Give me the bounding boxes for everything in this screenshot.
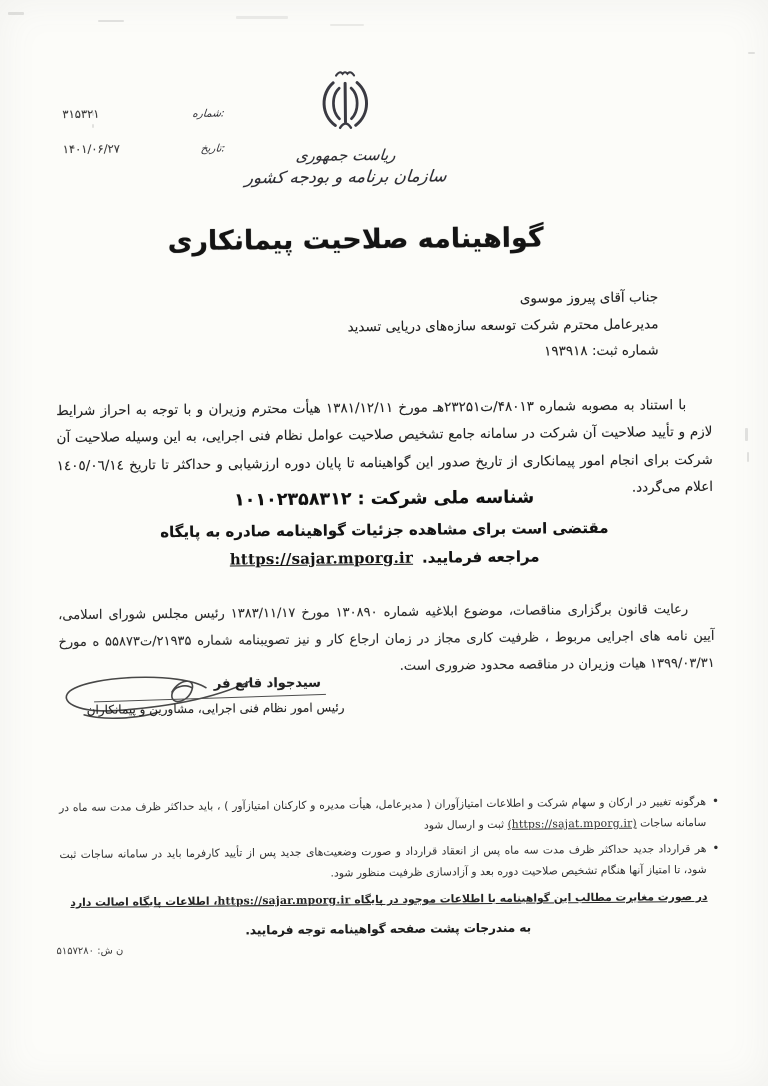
addressee-block — [298, 284, 659, 367]
certificate-body-paragraph: با استناد به مصوبه شماره ۴۸۰۱۳/ت۲۳۲۵۱هـ مورخ ۱۳۸۱/۱۲/۱۱ هیأت محترم وزیران و با توجه به احراز شرایط لازم و تأیید صلاحیت آن شرکت در سامانه جامع تشخیص صلاحیت عوامل نظام فنی اجرایی، به این وسیله صلاحیت آن شرکت برای انجام امور پیمانکاری از تاریخ صدور این گواهینامه تا پایان دوره ارزشیابی و حداکثر تا تاریخ ١٤٠٥/٠٦/١٤ اعلام می‌گردد. — [56, 396, 714, 496]
mismatch-text-post: ، اطلاعات پایگاه اصالت دارد — [70, 894, 218, 910]
company-registration-number: شماره ثبت: ۱۹۳۹۱۸ — [544, 342, 659, 360]
addressee-name: جناب آقای پیروز موسوی — [519, 289, 659, 307]
reference-date-value: ۱۴۰۱/۰۶/۲۷ — [62, 141, 120, 157]
mismatch-text-pre: در صورت مغایرت مطالب این گواهینامه با اطلاعات موجود در پایگاه — [350, 889, 708, 907]
reference-number-label: شماره: — [191, 107, 225, 120]
document-title: گواهینامه صلاحیت پیمانکاری — [167, 222, 544, 258]
legal-requirements-paragraph: رعایت قانون برگزاری مناقصات، موضوع ابلاغیه شماره ۱۳۰۸۹۰ مورخ ۱۳۸۳/۱۱/۱۷ رئیس مجلس شورای اسلامی، آیین نامه های اجرایی مربوط ، ظرفیت کاری مجاز در زمان ارجاع کار و نیز تصویبنامه شماره ۲۱۹۳۵/ت۵۵۸۷۳ ه مورخ ۱۳۹۹/۰۳/۳۱ هیات وزیران در مناقصه محدود ضروری است. — [58, 602, 715, 674]
print-control-code: ن ش: ۵۱۵۷۲۸۰ — [56, 945, 124, 958]
footnote-ownership-changes — [59, 791, 719, 839]
footnote1-text-post: ثبت و ارسال شود — [423, 817, 508, 832]
reference-number-row — [62, 106, 224, 122]
footnote2-text: هر قرارداد جدید حداکثر ظرف مدت سه ماه پس از انعقاد قرارداد و صورت وضعیت‌های جدید پس از تأیید کارفرما باید در سامانه ساجات ثبت شود، تا امتیاز آنها هنگام تشخیص صلاحیت دوره بعد و آزادسازی ظرفیت منظور شود. — [59, 841, 707, 880]
reference-number-value: ۳۱۵۳۲۱ — [62, 106, 100, 122]
footnote-new-contracts — [59, 838, 719, 886]
back-page-note: به مندرجات پشت صفحه گواهینامه توجه فرمایید. — [245, 920, 532, 938]
reference-block — [62, 106, 225, 178]
company-national-id-line: شناسه ملی شرکت : ۱۰۱۰۲۳۵۸۳۱۲ — [233, 487, 535, 511]
portal-note-line2 — [125, 547, 645, 570]
signatory-title: رئیس امور نظام فنی اجرایی، مشاورین و پیمانکاران — [86, 700, 345, 717]
letterhead — [229, 65, 462, 187]
org-name-line1: ریاست جمهوری — [295, 145, 397, 165]
data-mismatch-note — [64, 890, 714, 909]
iran-national-emblem-icon — [315, 66, 376, 143]
reference-date-label: تاریخ: — [199, 142, 226, 155]
footnotes-block — [59, 791, 720, 891]
signatory-name: سیدجواد قانع فر — [213, 675, 321, 692]
org-name-line2: سازمان برنامه و بودجه کشور — [244, 166, 448, 188]
sajar-portal-url-footer: https://sajar.mporg.ir — [217, 893, 351, 908]
reference-date-row — [63, 141, 225, 157]
portal-note-line1: مقتضی است برای مشاهده جزئیات گواهینامه صادره به پایگاه — [160, 518, 609, 542]
addressee-company: مدیرعامل محترم شرکت توسعه سازه‌های دریایی تسدید — [347, 315, 659, 335]
footnote1-text-pre: هرگونه تغییر در ارکان و سهام شرکت و اطلاعات امتیازآوران ( مدیرعامل، هیأت مدیره و کارکنان امتیازآور ) ، باید حداکثر ظرف مدت سه ماه در سامانه ساجات — [58, 794, 707, 830]
portal-note-suffix: مراجعه فرمایید. — [421, 547, 540, 567]
sajat-portal-url: (https://sajat.mporg.ir) — [507, 816, 637, 831]
sajar-portal-url: https://sajar.mporg.ir — [229, 548, 414, 569]
